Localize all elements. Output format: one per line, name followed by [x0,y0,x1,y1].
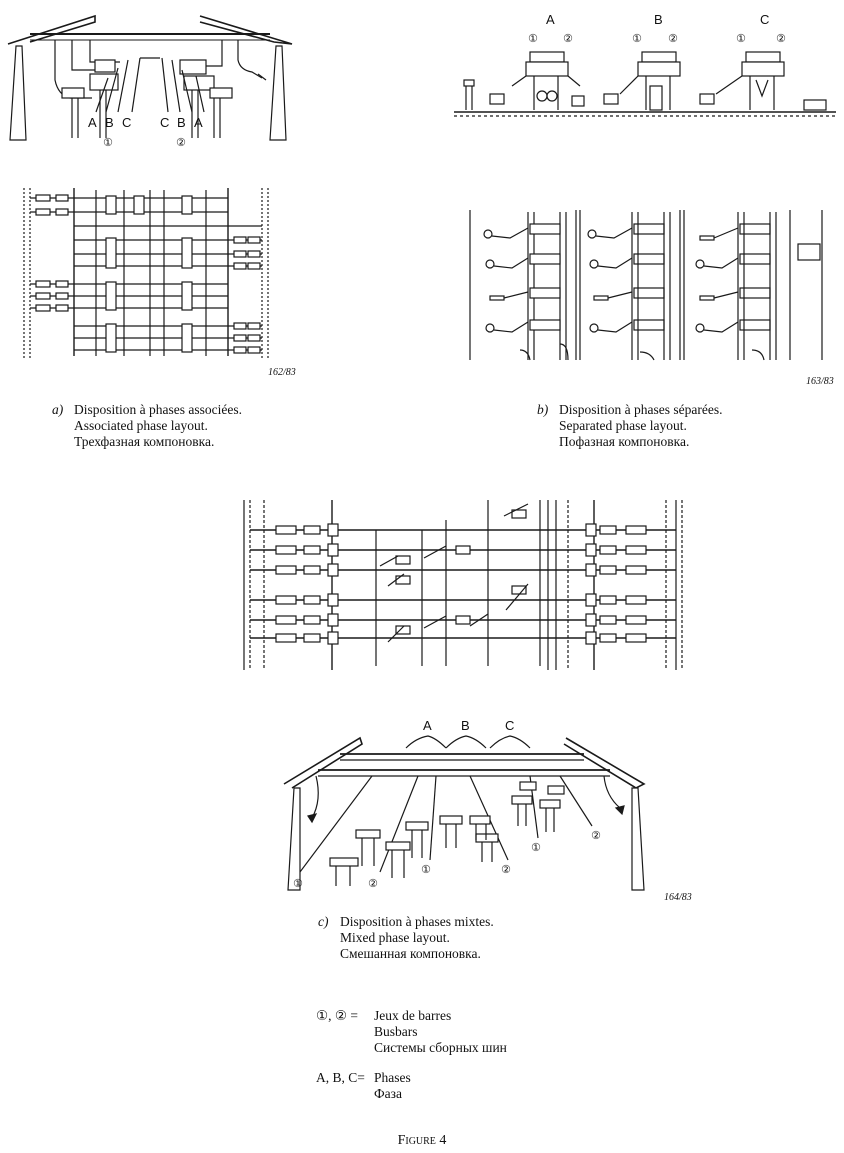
legend-symbols: ①, ② = [316,1008,358,1023]
busbar-marker: ① [531,842,541,854]
caption-english: Mixed phase layout. [340,930,450,945]
busbar-marker: ① [632,33,642,45]
legend-russian: Системы сборных шин [374,1040,507,1055]
phase-label: B [177,115,186,130]
phase-label: A [88,115,97,130]
caption-french: Disposition à phases mixtes. [340,914,494,929]
panel-b-labels [528,12,786,45]
caption-english: Separated phase layout. [559,418,687,433]
caption-russian: Трехфазная компоновка. [74,434,215,449]
panel-c-plan [244,500,682,670]
busbar-marker: ② [776,33,786,45]
panel-a-elevation [8,16,292,140]
figure-title: Figure 4 [397,1133,447,1148]
caption-c [318,914,494,962]
caption-a [52,402,242,450]
busbar-marker: ① [528,33,538,45]
phase-label: B [461,718,470,733]
phase-label: A [194,115,203,130]
panel-a-plan [24,188,268,360]
panel-c-elevation [284,736,644,890]
busbar-marker: ① [421,864,431,876]
busbar-marker: ② [591,830,601,842]
drawing-reference: 162/83 [268,367,296,378]
busbar-marker: ② [501,864,511,876]
caption-letter: b) [537,402,549,417]
caption-russian: Пофазная компоновка. [559,434,690,449]
caption-english: Associated phase layout. [74,418,208,433]
panel-a-labels [88,115,203,149]
phase-label: C [160,115,170,130]
legend-busbars [316,1008,507,1056]
busbar-marker: ② [563,33,573,45]
busbar-marker: ② [176,137,186,149]
phase-header: C [760,12,770,27]
busbar-marker: ① [103,137,113,149]
drawing-reference: 164/83 [664,892,692,903]
legend-english: Busbars [374,1024,418,1039]
legend-phases [316,1070,411,1102]
legend-russian: Фаза [374,1086,402,1101]
busbar-marker: ② [668,33,678,45]
phase-label: A [423,718,432,733]
caption-letter: c) [318,914,329,929]
caption-russian: Смешанная компоновка. [340,946,481,961]
caption-b [537,402,722,450]
panel-b-plan [470,210,822,360]
caption-letter: a) [52,402,64,417]
panel-b-elevation [454,52,836,116]
phase-label: C [505,718,515,733]
phase-label: C [122,115,132,130]
busbar-marker: ② [368,878,378,890]
legend-english: Phases [374,1070,411,1085]
busbar-marker: ① [293,878,303,890]
drawing-reference: 163/83 [806,376,834,387]
phase-header: A [546,12,555,27]
phase-label: B [105,115,114,130]
phase-header: B [654,12,663,27]
busbar-marker: ① [736,33,746,45]
legend-symbols: A, B, C= [316,1070,365,1085]
caption-french: Disposition à phases séparées. [559,402,723,417]
legend-french: Jeux de barres [374,1008,452,1023]
caption-french: Disposition à phases associées. [74,402,242,417]
